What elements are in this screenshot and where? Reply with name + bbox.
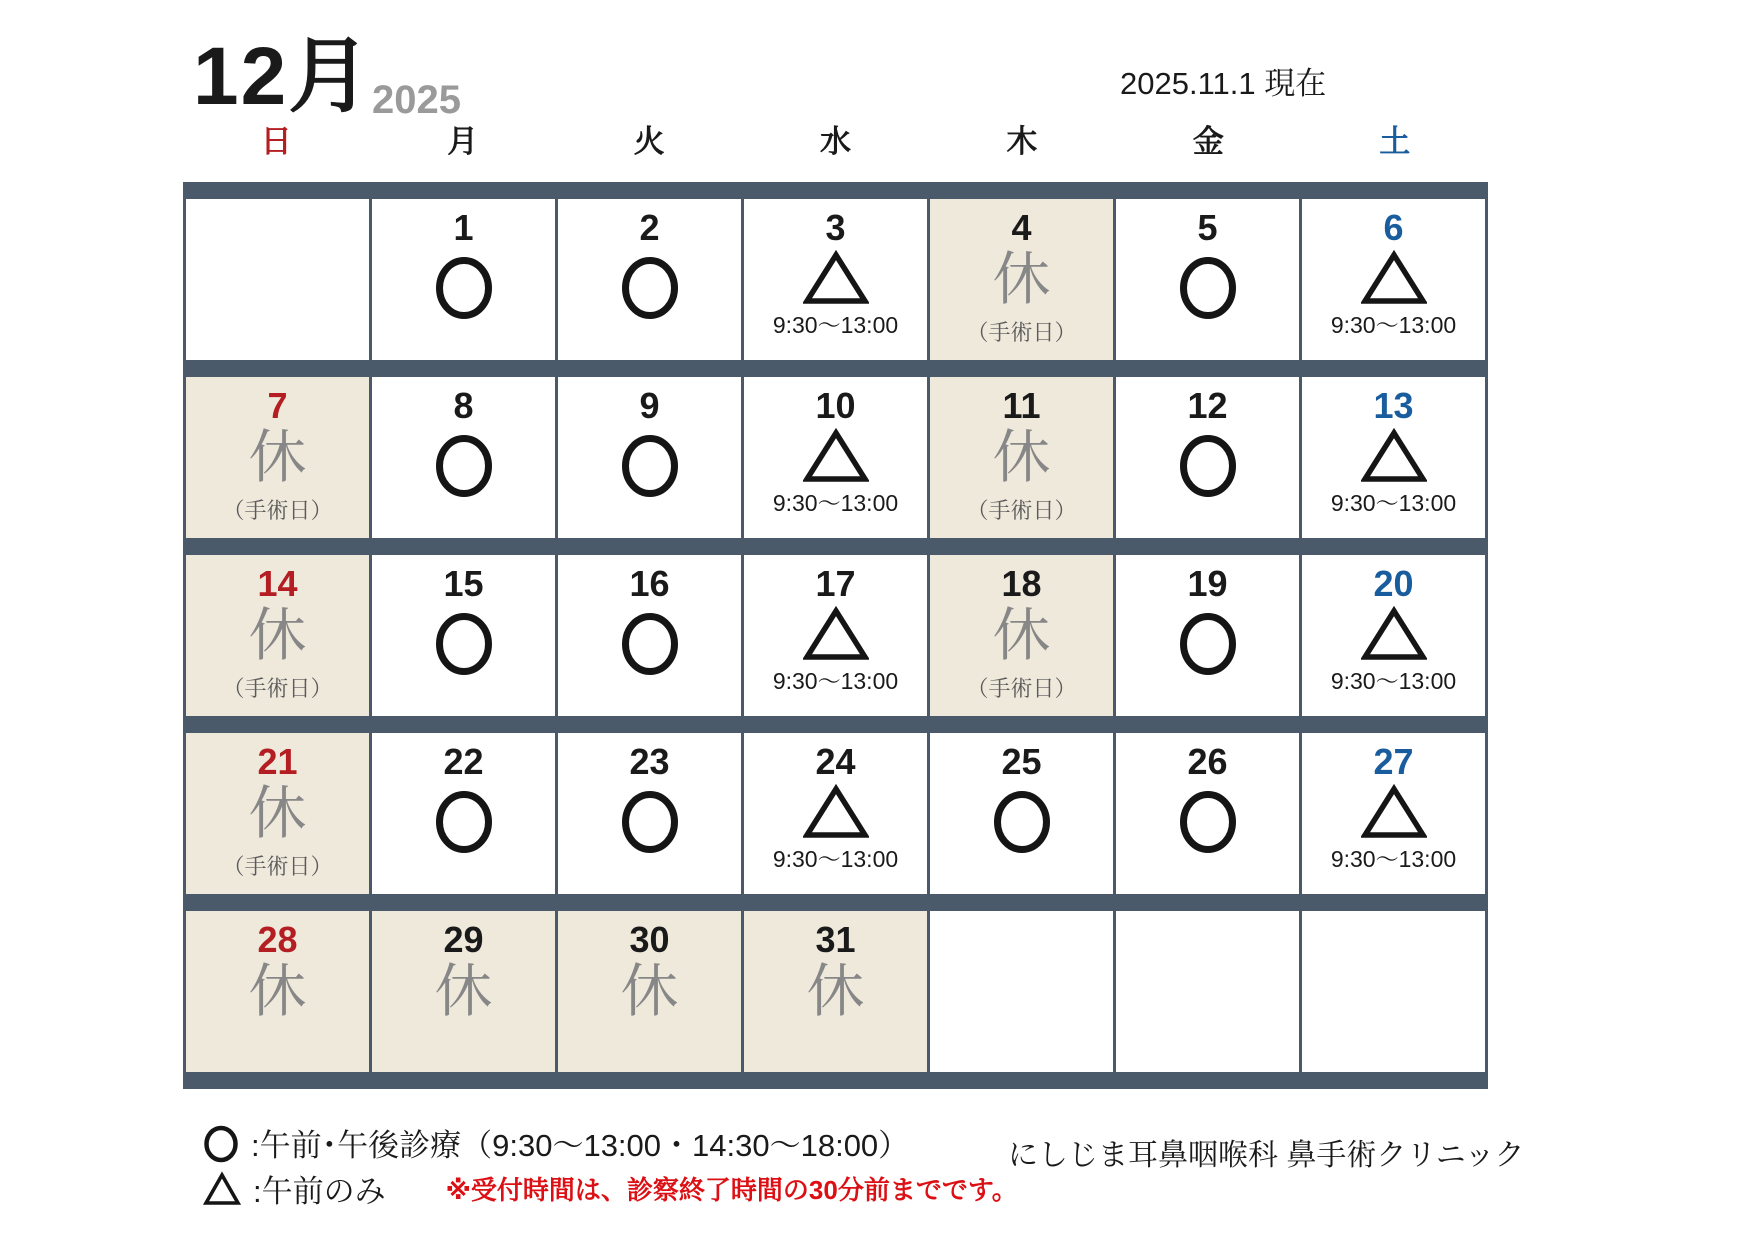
morning-triangle-icon: [1361, 250, 1427, 306]
day-cell: [558, 555, 744, 716]
weekday-label: 土: [1379, 124, 1411, 159]
date-number: 16: [629, 563, 670, 604]
open-circle-icon: [621, 434, 679, 498]
legend-morning-only: [203, 1166, 1018, 1211]
week-row: [183, 911, 1488, 1072]
morning-triangle-icon: [203, 1171, 241, 1207]
row-separator: [183, 894, 1488, 911]
date-number: 25: [1001, 741, 1042, 782]
day-cell: [372, 555, 558, 716]
clinic-name: にしじま耳鼻咽喉科 鼻手術クリニック: [1008, 1139, 1525, 1172]
day-cell: [1302, 555, 1488, 716]
date-number: 14: [257, 563, 298, 604]
closed-label: 休: [992, 603, 1051, 669]
open-circle-icon: [621, 612, 679, 676]
surgery-day-note: （手術日）: [222, 854, 333, 880]
date-number: 4: [1011, 207, 1032, 248]
date-number: 2: [639, 207, 660, 248]
weekday-label: 木: [1006, 124, 1038, 159]
day-cell: [930, 199, 1116, 360]
row-separator: [183, 360, 1488, 377]
date-number: 18: [1001, 563, 1042, 604]
closed-label: 休: [248, 425, 307, 491]
closed-label: 休: [434, 959, 493, 1025]
morning-hours: 9:30～13:00: [772, 846, 899, 873]
morning-hours: 9:30～13:00: [1330, 668, 1457, 695]
open-circle-icon: [993, 790, 1051, 854]
day-cell: [930, 377, 1116, 538]
morning-triangle-icon: [803, 250, 869, 306]
day-cell: [372, 911, 558, 1072]
day-cell: [744, 377, 930, 538]
day-cell: [558, 377, 744, 538]
day-cell: [1116, 733, 1302, 894]
morning-triangle-icon: [803, 606, 869, 662]
day-cell: [186, 377, 372, 538]
morning-triangle-icon: [1361, 428, 1427, 484]
morning-triangle-icon: [1361, 606, 1427, 662]
date-number: 20: [1373, 563, 1414, 604]
week-row: [183, 199, 1488, 360]
day-cell: [372, 199, 558, 360]
open-circle-icon: [621, 790, 679, 854]
day-cell: [1302, 733, 1488, 894]
morning-hours: 9:30～13:00: [772, 312, 899, 339]
date-number: 8: [453, 385, 474, 426]
day-cell: [930, 733, 1116, 894]
date-number: 21: [257, 741, 298, 782]
date-number: 15: [443, 563, 484, 604]
day-cell: [744, 733, 930, 894]
date-number: 12: [1187, 385, 1228, 426]
page-title: 12月: [193, 31, 373, 122]
day-cell: [1116, 555, 1302, 716]
weekday-header-row: [183, 122, 1488, 162]
weekday-label: 火: [633, 124, 665, 159]
closed-label: 休: [248, 781, 307, 847]
morning-hours: 9:30～13:00: [1330, 846, 1457, 873]
legend-morning-text: :午前のみ: [253, 1174, 386, 1209]
date-number: 27: [1373, 741, 1414, 782]
morning-hours: 9:30～13:00: [772, 490, 899, 517]
date-number: 3: [825, 207, 846, 248]
closed-label: 休: [806, 959, 865, 1025]
day-cell: [372, 733, 558, 894]
legend-full-text: :午前･午後診療（9:30～13:00・14:30～18:00）: [251, 1128, 910, 1163]
day-cell: [186, 733, 372, 894]
morning-triangle-icon: [1361, 784, 1427, 840]
day-cell: [1116, 911, 1302, 1072]
morning-hours: 9:30～13:00: [1330, 490, 1457, 517]
day-cell: [558, 733, 744, 894]
day-cell: [558, 199, 744, 360]
date-number: 22: [443, 741, 484, 782]
weekday-label: 水: [819, 124, 851, 159]
weekday-label: 日: [260, 124, 292, 159]
row-separator: [183, 538, 1488, 555]
closed-label: 休: [992, 247, 1051, 313]
day-cell: [1302, 911, 1488, 1072]
week-row: [183, 377, 1488, 538]
open-circle-icon: [621, 256, 679, 320]
reception-note: ※受付時間は、診察終了時間の30分前までです。: [445, 1175, 1018, 1205]
week-row: [183, 733, 1488, 894]
date-number: 29: [443, 919, 484, 960]
closed-label: 休: [248, 959, 307, 1025]
day-cell: [1116, 377, 1302, 538]
calendar-grid: [183, 182, 1488, 1089]
open-circle-icon: [1179, 434, 1237, 498]
day-cell: [186, 199, 372, 360]
morning-hours: 9:30～13:00: [772, 668, 899, 695]
date-number: 24: [815, 741, 856, 782]
day-cell: [744, 911, 930, 1072]
day-cell: [930, 911, 1116, 1072]
date-number: 7: [267, 385, 288, 426]
day-cell: [372, 377, 558, 538]
date-number: 1: [453, 207, 474, 248]
date-number: 23: [629, 741, 670, 782]
morning-hours: 9:30～13:00: [1330, 312, 1457, 339]
day-cell: [1302, 377, 1488, 538]
year-label: 2025: [372, 78, 461, 122]
row-separator: [183, 1072, 1488, 1089]
date-number: 5: [1197, 207, 1218, 248]
date-number: 26: [1187, 741, 1228, 782]
surgery-day-note: （手術日）: [966, 676, 1077, 702]
morning-triangle-icon: [803, 428, 869, 484]
day-cell: [558, 911, 744, 1072]
open-circle-icon: [1179, 790, 1237, 854]
open-circle-icon: [435, 256, 493, 320]
weekday-label: 金: [1192, 124, 1224, 159]
date-number: 31: [815, 919, 856, 960]
as-of-date: 2025.11.1 現在: [1120, 66, 1327, 101]
surgery-day-note: （手術日）: [966, 498, 1077, 524]
day-cell: [744, 555, 930, 716]
closed-label: 休: [620, 959, 679, 1025]
open-circle-icon: [435, 790, 493, 854]
closed-label: 休: [992, 425, 1051, 491]
date-number: 9: [639, 385, 660, 426]
date-number: 30: [629, 919, 670, 960]
open-circle-icon: [1179, 256, 1237, 320]
date-number: 28: [257, 919, 298, 960]
open-circle-icon: [1179, 612, 1237, 676]
week-row: [183, 555, 1488, 716]
morning-triangle-icon: [803, 784, 869, 840]
day-cell: [186, 555, 372, 716]
row-separator: [183, 182, 1488, 199]
surgery-day-note: （手術日）: [966, 320, 1077, 346]
day-cell: [186, 911, 372, 1072]
date-number: 13: [1373, 385, 1414, 426]
weekday-label: 月: [447, 124, 479, 159]
open-circle-icon: [203, 1123, 239, 1163]
date-number: 10: [815, 385, 856, 426]
row-separator: [183, 716, 1488, 733]
surgery-day-note: （手術日）: [222, 676, 333, 702]
date-number: 6: [1383, 207, 1404, 248]
open-circle-icon: [435, 434, 493, 498]
surgery-day-note: （手術日）: [222, 498, 333, 524]
day-cell: [1302, 199, 1488, 360]
closed-label: 休: [248, 603, 307, 669]
date-number: 11: [1002, 385, 1041, 426]
legend-full-day: [203, 1120, 909, 1165]
day-cell: [744, 199, 930, 360]
date-number: 19: [1187, 563, 1228, 604]
date-number: 17: [815, 563, 856, 604]
day-cell: [1116, 199, 1302, 360]
open-circle-icon: [435, 612, 493, 676]
day-cell: [930, 555, 1116, 716]
